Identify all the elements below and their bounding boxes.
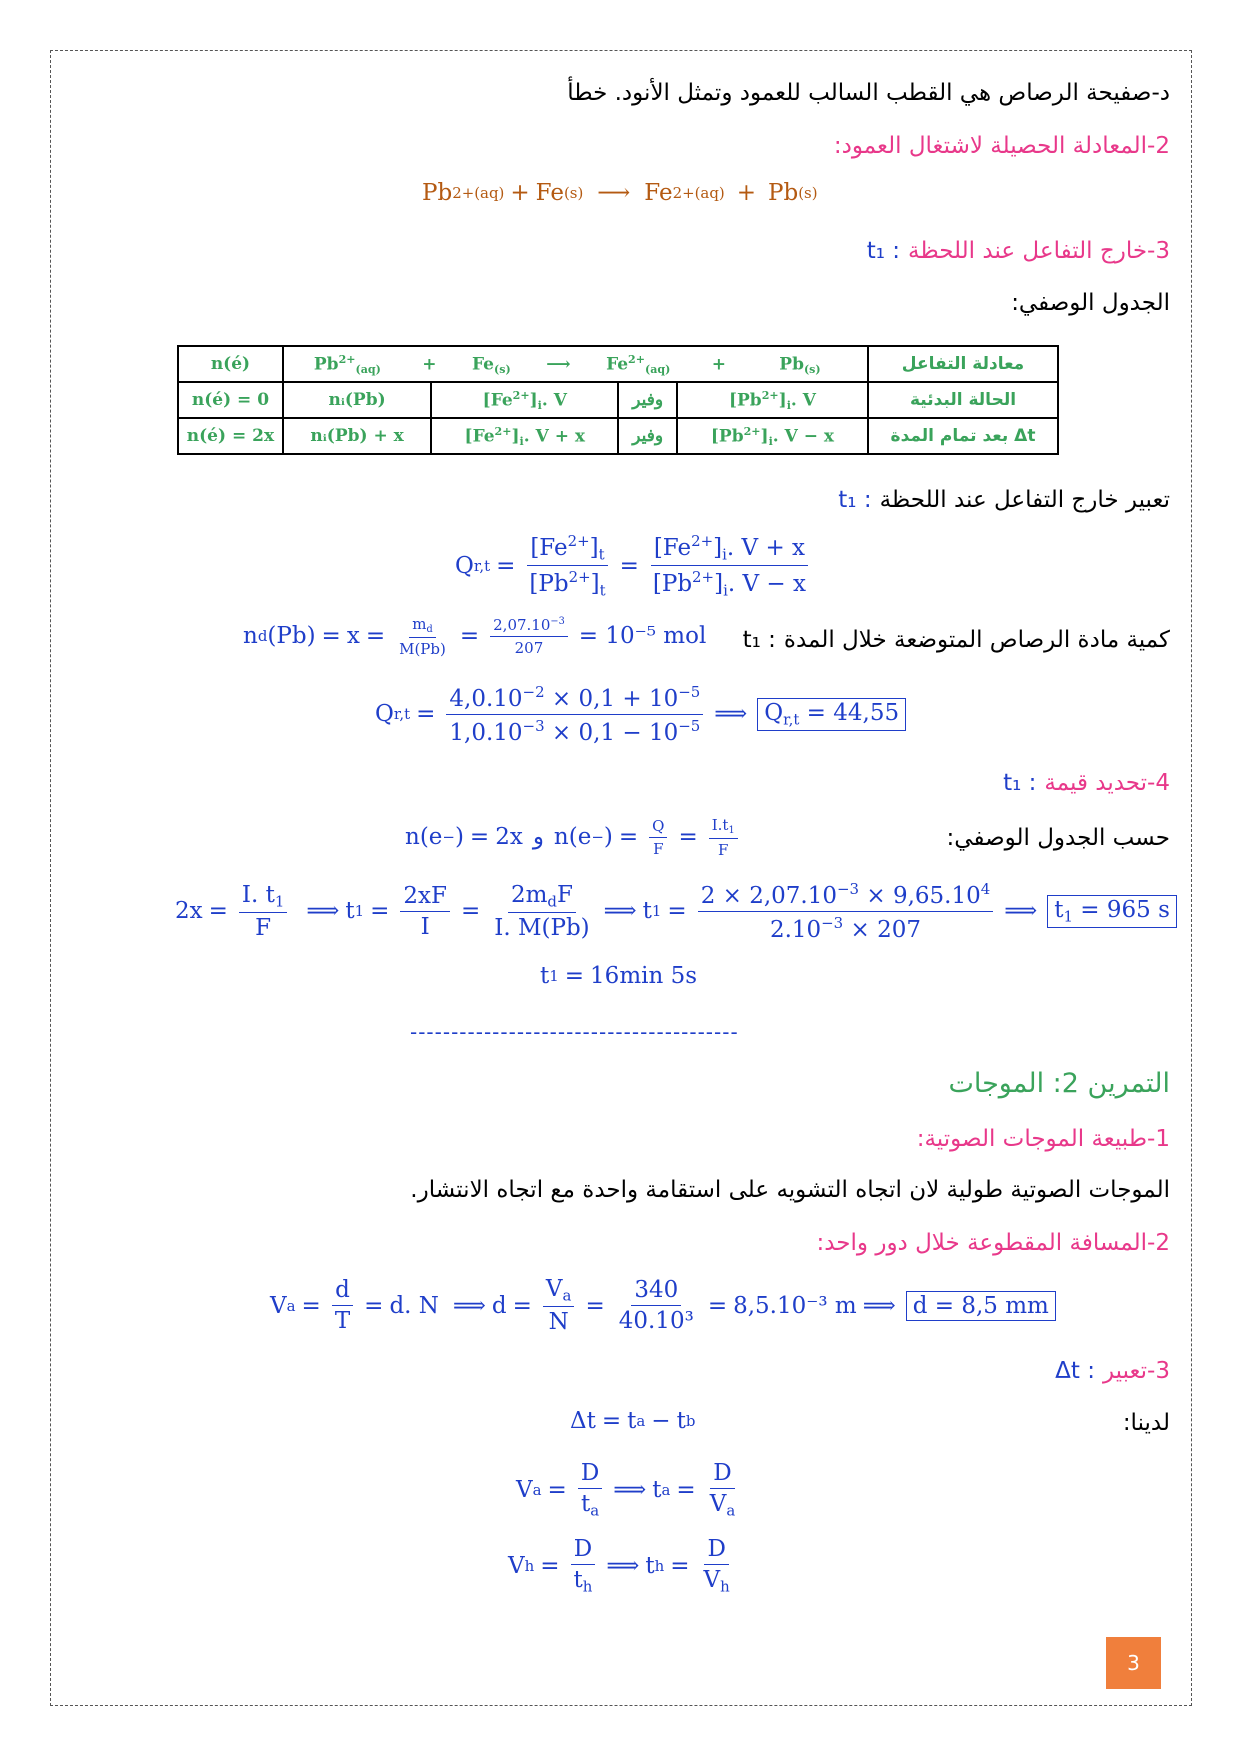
w1-text: الموجات الصوتية طولية لان اتجاه التشويه على استقامة واحدة مع اتجاه الانتشار. [410, 1177, 1170, 1203]
amount-heading: كمية مادة الرصاص المتوضعة خلال المدة t₁ : [742, 627, 1170, 653]
page-number: 3 [1106, 1637, 1161, 1689]
air-speed-equation: V a = $\frac{D}{t_a}$ ⟹ t a = $\frac{D}{V_a}$ [516, 1460, 736, 1520]
q4-intro: حسب الجدول الوصفي: [946, 825, 1170, 851]
q3-title: 3-خارج التفاعل عند اللحظة [908, 238, 1170, 264]
q3-var: t₁ : [866, 238, 901, 264]
table-row: n(é) = 0 nᵢ(Pb) $[Fe^{2+}]_i$. V وفير $[Pb^{2+}]_i$. V الحالة البدئية [178, 382, 1058, 418]
separator: ---------------------------------------- [410, 1020, 739, 1044]
t1-result-box: $t_1 = 965$ s [1047, 895, 1177, 927]
h-speed-equation: V h = $\frac{D}{t_h}$ ⟹ t h = $\frac{D}{V_h}$ [508, 1536, 730, 1596]
q2-title: 2-المعادلة الحصيلة لاشتغال العمود: [833, 133, 1170, 159]
overall-equation: Pb 2+ (aq) + Fe (s) ⟶ Fe 2+ (aq) + Pb (s) [422, 180, 818, 206]
table-row: n(é) = 2x nᵢ(Pb) + x $[Fe^{2+}]_i$. V + x وفير $[Pb^{2+}]_i$. V − x بعد تمام المدة Δt [178, 418, 1058, 454]
w2-title: 2-المسافة المقطوعة خلال دور واحد: [816, 1230, 1170, 1256]
t1-derivation: 2x = $\frac{I. t_1}{F}$ ⟹ t 1 = $\frac{2xF}{I}$ = $\frac{2m_dF}{I. M(Pb)}$ ⟹ t 1 = $\frac{2 \times 2,07.10^{-3} \times 9,65.10^4}{2.10^{-3} \times 207}$ ⟹ $t_1 = 965$ s [175, 880, 1177, 943]
row2-label: الحالة البدئية [868, 382, 1058, 418]
qr-numeric: Q r,t = $\frac{4,0.10^{-2} \times 0,1 + 10^{-5}}{1,0.10^{-3} \times 0,1 - 10^{-5}}$ ⟹ $Q_{r,t} = 44,55$ [375, 683, 906, 746]
distance-result-box: d = 8,5 mm [906, 1291, 1056, 1321]
table-equation: $Pb^{2+}_{(aq)}$ + $Fe_{(s)}$ ⟶ $Fe^{2+}_{(aq)}$ + $Pb_{(s)}$ [283, 346, 868, 382]
exercise-2-title: التمرين 2: الموجات [948, 1068, 1170, 1099]
w3-heading: 3-تعبير Δt : [1055, 1358, 1170, 1384]
t1-minutes: t 1 = 16min 5s [540, 963, 698, 989]
q4-heading: 4-تحديد قيمة t₁ : [1003, 770, 1170, 796]
delta-t-equation: Δt = t a − t b [570, 1408, 696, 1434]
qr-result-box: $Q_{r,t} = 44,55$ [757, 698, 906, 730]
table-row: n(é) $Pb^{2+}_{(aq)}$ + $Fe_{(s)}$ ⟶ $Fe^{2+}_{(aq)}$ + $Pb_{(s)}$ معادلة التفاعل [178, 346, 1058, 382]
q3-heading [867, 238, 1170, 264]
qr-expression: Q r,t = $\frac{[Fe^{2+}]_t}{[Pb^{2+}]_t}$ = $\frac{[Fe^{2+}]_i. V + x}{[Pb^{2+}]_i. V - x}$ [455, 532, 814, 600]
amount-equation: n d (Pb) = x = $\frac{m_d}{M(Pb)}$ = $\frac{2,07.10^{-3}}{207}$ = 10⁻⁵ mol [243, 615, 707, 658]
wavelength-equation: V a = $\frac{d}{T}$ = d. N ⟹ d = $\frac{V_a}{N}$ = $\frac{340}{\text{40.10³}}$ = 8,5.10⁻³ m ⟹ d = 8,5 mm [270, 1276, 1056, 1335]
w1-title: 1-طبيعة الموجات الصوتية: [916, 1126, 1170, 1152]
qr-heading: تعبير خارج التفاعل عند اللحظة t₁ : [838, 487, 1170, 513]
row3-label: بعد تمام المدة Δt [868, 418, 1058, 454]
table-intro: الجدول الوصفي: [1011, 290, 1170, 316]
w3-intro: لدينا: [1122, 1410, 1170, 1436]
row1-label: معادلة التفاعل [868, 346, 1058, 382]
electron-relations: n(e − ) = 2x و n(e − ) = $\frac{Q}{F}$ = $\frac{I.t_1}{F}$ [405, 816, 743, 859]
descriptive-table [177, 345, 1059, 455]
answer-d: د-صفيحة الرصاص هي القطب السالب للعمود وتمثل الأنود. خطأ [567, 80, 1170, 106]
